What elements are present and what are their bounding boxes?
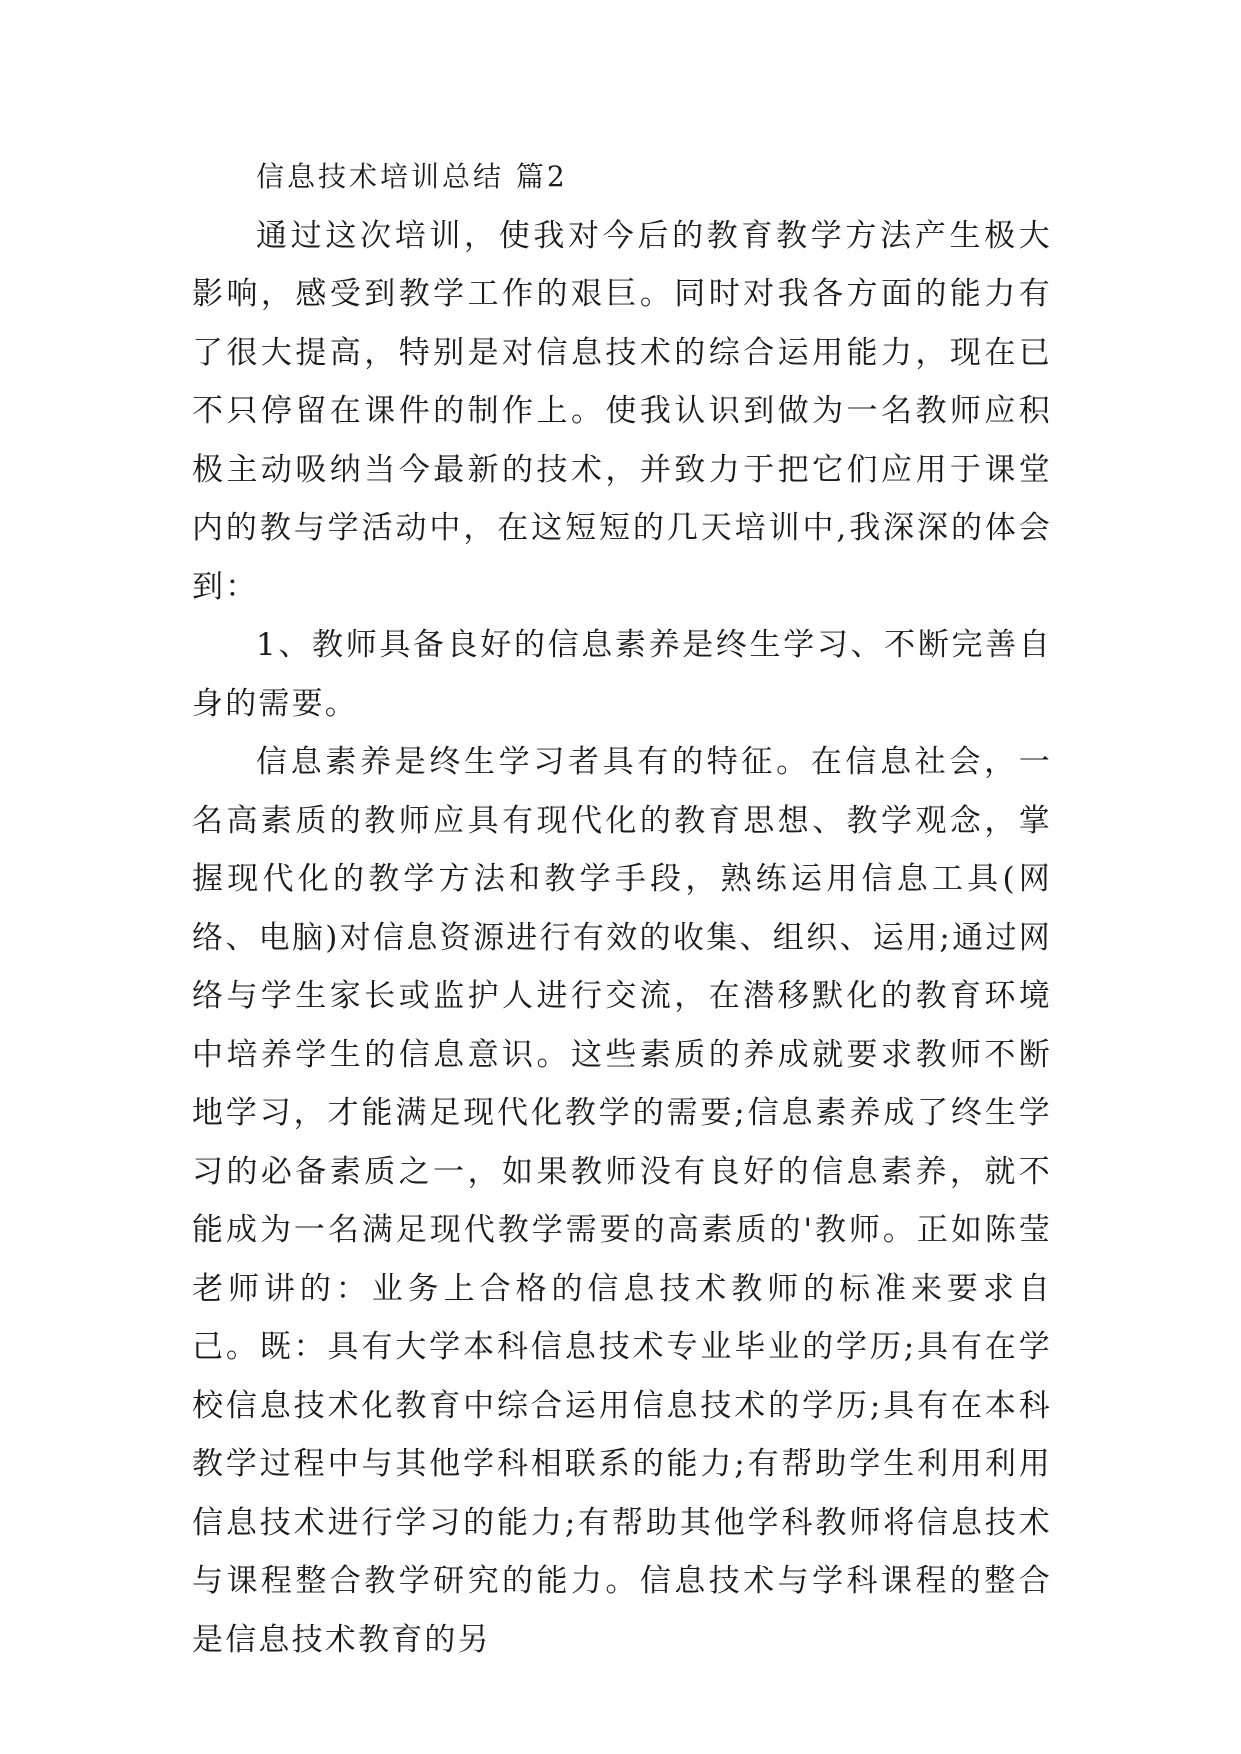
paragraph-information-literacy: 信息素养是终生学习者具有的特征。在信息社会，一名高素质的教师应具有现代化的教育思想、教学观念，掌握现代化的教学方法和教学手段，熟练运用信息工具(网络、电脑)对信息资源进行有效的收集、组织、运用;通过网络与学生家长或监护人进行交流，在潜移默化的教育环境中培养学生的信息意识。这些素质的养成就要求教师不断地学习，才能满足现代化教学的需要;信息素养成了终生学习的必备素质之一，如果教师没有良好的信息素养，就不能成为一名满足现代教学需要的高素质的'教师。正如陈莹老师讲的：业务上合格的信息技术教师的标准来要求自己。既：具有大学本科信息技术专业毕业的学历;具有在学校信息技术化教育中综合运用信息技术的学历;具有在本科教学过程中与其他学科相联系的能力;有帮助学生利用利用信息技术进行学习的能力;有帮助其他学科教师将信息技术与课程整合教学研究的能力。信息技术与学科课程的整合是信息技术教育的另 [192,744,1052,1658]
paragraph-intro: 通过这次培训，使我对今后的教育教学方法产生极大影响，感受到教学工作的艰巨。同时对我各方面的能力有了很大提高，特别是对信息技术的综合运用能力，现在已不只停留在课件的制作上。使我认识到做为一名教师应积极主动吸纳当今最新的技术，并致力于把它们应用于课堂内的教与学活动中，在这短短的几天培训中,我深深的体会到： [192,217,1052,605]
section-heading: 信息技术培训总结 篇2 [256,160,568,193]
paragraph-point-1: 1、教师具备良好的信息素养是终生学习、不断完善自身的需要。 [192,627,1052,722]
document-body [192,148,1052,1669]
